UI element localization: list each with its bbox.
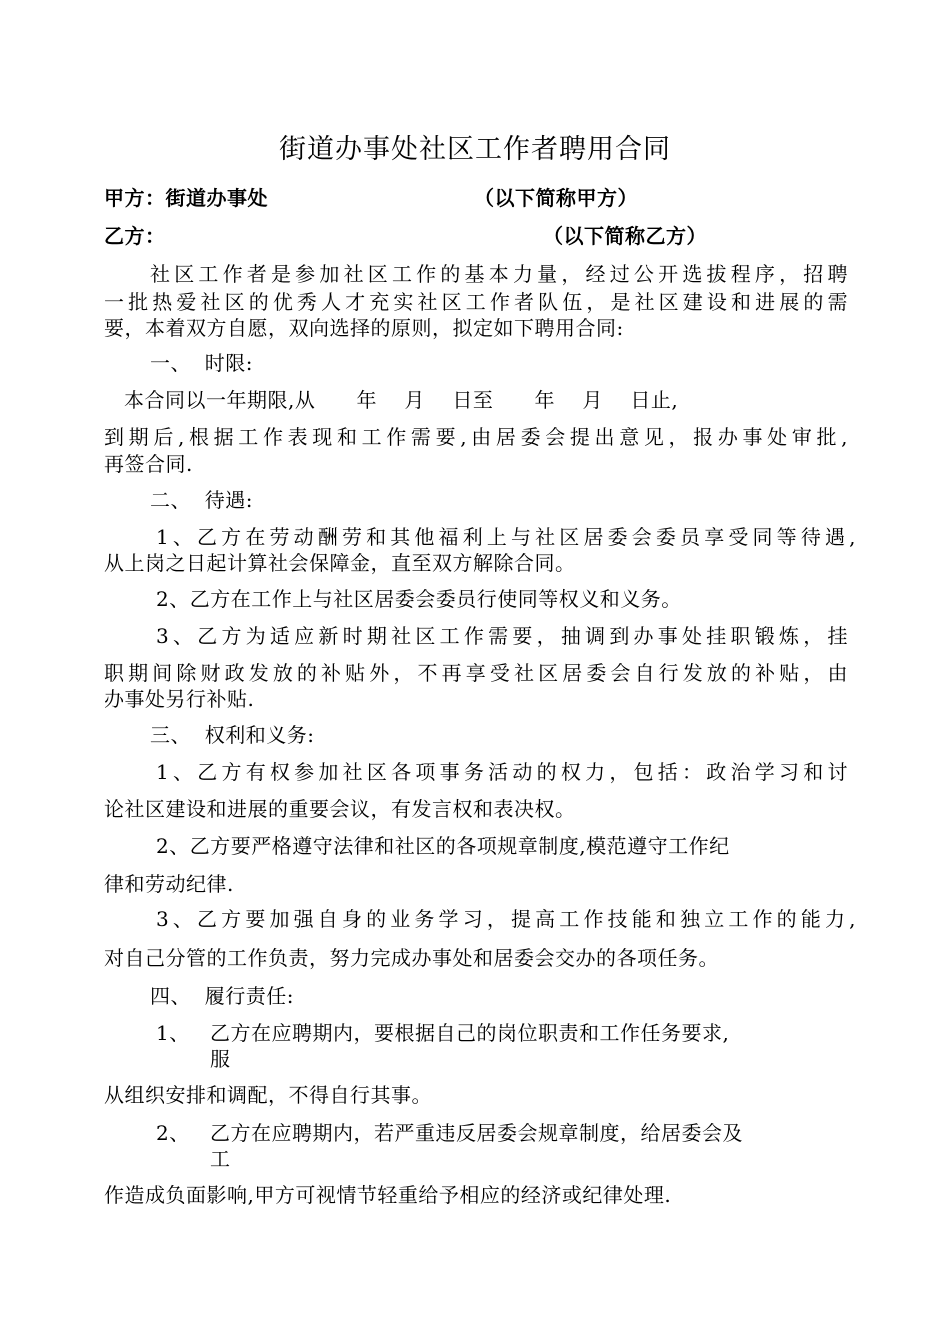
rights-item-3-line: 3、乙方要加强自身的业务学习，提高工作技能和独立工作的能力, [156,907,856,931]
benefits-item-3-line: 3、乙方为适应新时期社区工作需要，抽调到办事处挂职锻炼，挂 [156,624,848,648]
section-heading-benefits: 二、 待遇: [150,488,253,512]
rights-item-2-line: 律和劳动纪律. [104,872,234,896]
party-b-note: （以下简称乙方） [543,224,707,248]
section-heading-duties: 四、 履行责任: [150,984,294,1008]
intro-line: 社区工作者是参加社区工作的基本力量，经过公开选拔程序，招聘 [150,262,848,286]
party-a-label: 甲方：街道办事处 [104,186,268,210]
duties-item-2-line: 乙方在应聘期内，若严重违反居委会规章制度，给居委会及 [210,1121,743,1145]
document-title: 街道办事处社区工作者聘用合同 [279,134,671,165]
benefits-item-1-line: 从上岗之日起计算社会保障金，直至双方解除合同。 [104,551,576,575]
duties-item-1-continuation: 从组织安排和调配，不得自行其事。 [104,1083,432,1107]
party-b-label: 乙方： [104,224,166,248]
term-line: 到期后,根据工作表现和工作需要,由居委会提出意见，报办事处审批, [104,425,848,449]
rights-item-1-line: 1、乙方有权参加社区各项事务活动的权力，包括：政治学习和讨 [156,760,848,784]
duties-item-2-continuation: 作造成负面影响,甲方可视情节轻重给予相应的经济或纪律处理. [104,1183,672,1207]
rights-item-3-line: 对自己分管的工作负责，努力完成办事处和居委会交办的各项任务。 [104,946,719,970]
benefits-item-1-line: 1、乙方在劳动酬劳和其他福利上与社区居委会委员享受同等待遇, [156,525,856,549]
duties-item-1-line: 乙方在应聘期内，要根据自己的岗位职责和工作任务要求, [210,1021,730,1045]
benefits-item-3-line: 办事处另行补贴. [104,687,255,711]
section-heading-rights: 三、 权利和义务: [150,723,315,747]
term-line: 再签合同. [104,452,193,476]
duties-item-1-number: 1、 [156,1021,190,1045]
term-line: 本合同以一年期限,从 年 月 日至 年 月 日止, [124,388,679,412]
intro-line: 要，本着双方自愿，双向选择的原则，拟定如下聘用合同: [104,316,624,340]
duties-item-2-number: 2、 [156,1121,190,1145]
benefits-item-3-line: 职期间除财政发放的补贴外，不再享受社区居委会自行发放的补贴，由 [104,661,848,685]
section-heading-term: 一、 时限: [150,351,253,375]
duties-item-1-line: 服 [210,1047,231,1071]
duties-item-2-line: 工 [210,1147,231,1171]
benefits-item-2-line: 2、乙方在工作上与社区居委会委员行使同等权义和义务。 [156,587,682,611]
rights-item-2-line: 2、乙方要严格遵守法律和社区的各项规章制度,模范遵守工作纪 [156,834,730,858]
party-a-note: （以下简称甲方） [474,186,638,210]
rights-item-1-line: 论社区建设和进展的重要会议，有发言权和表决权。 [104,797,576,821]
intro-line: 一批热爱社区的优秀人才充实社区工作者队伍，是社区建设和进展的需 [104,290,848,314]
